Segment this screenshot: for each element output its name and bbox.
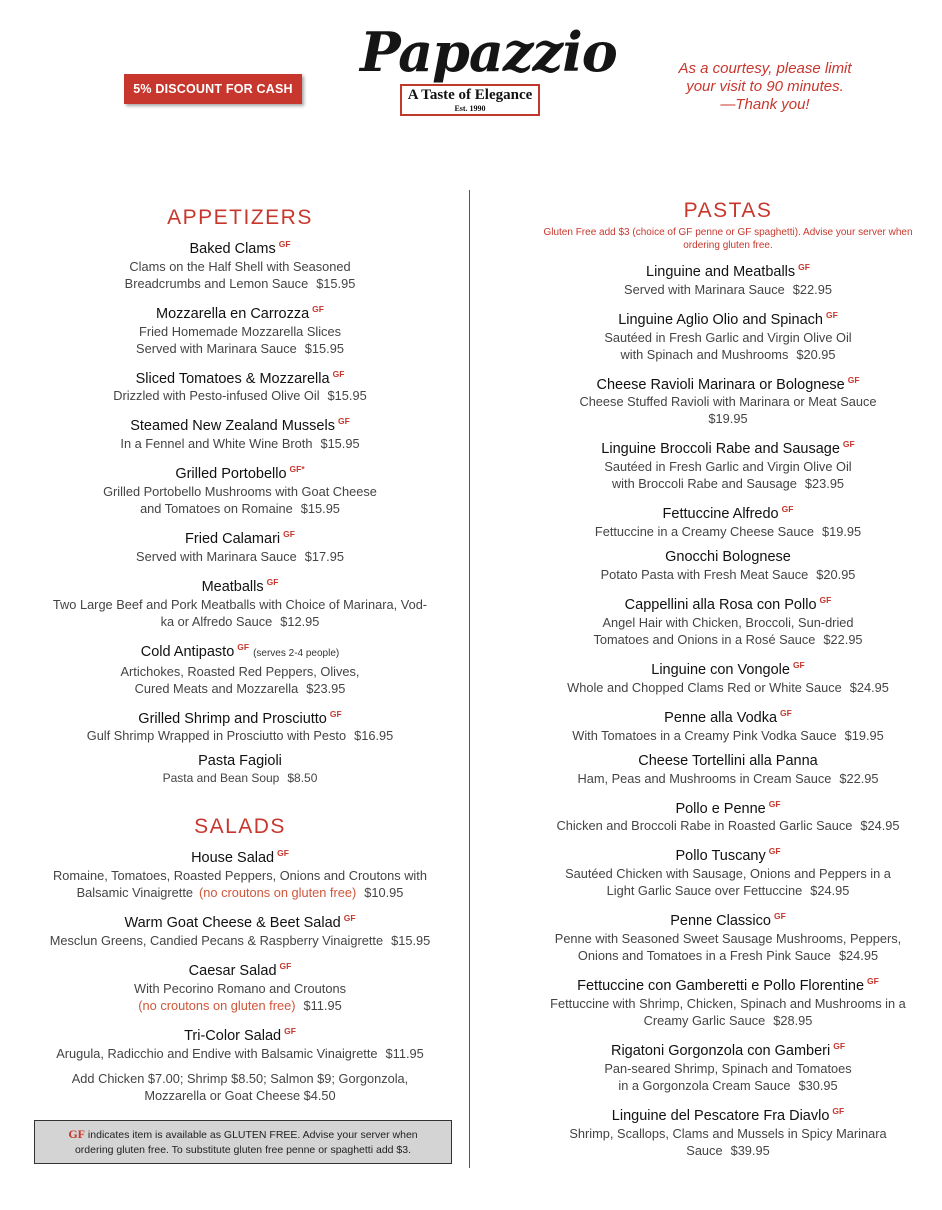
serves-note: (serves 2-4 people) (253, 647, 340, 659)
menu-item-name-row (528, 371, 928, 394)
menu-item-name: Pollo e Penne (675, 800, 766, 817)
description-text: Cured Meats and Mozzarella (134, 680, 299, 696)
menu-item-description (30, 323, 450, 340)
menu-item-price: $24.95 (838, 948, 879, 964)
gluten-free-badge: GF (277, 848, 289, 859)
menu-item-price: $39.95 (730, 1142, 770, 1158)
tagline: A Taste of Elegance (407, 87, 533, 103)
menu-item-name: Baked Clams (189, 240, 276, 257)
description-text: Grilled Portobello Mushrooms with Goat Cheese (103, 484, 377, 500)
description-text: and Tomatoes on Romaine (140, 501, 293, 517)
description-text: Sautéed in Fresh Garlic and Virgin Olive Oil (604, 329, 852, 345)
gluten-free-badge: GF (832, 1105, 845, 1116)
gluten-free-badge: GF (798, 262, 810, 272)
appetizers-title: APPETIZERS (167, 206, 313, 229)
menu-item (30, 235, 450, 292)
menu-item (528, 591, 928, 648)
menu-item (528, 435, 928, 492)
gluten-free-badge: GF* (289, 464, 305, 475)
menu-item-description (528, 727, 928, 744)
description-text: Cheese Stuffed Ravioli with Marinara or Meat Sauce (579, 394, 877, 410)
gluten-free-note (34, 1120, 452, 1164)
menu-item-description (528, 930, 928, 947)
menu-item-description (30, 387, 450, 404)
menu-item-name: Caesar Salad (188, 962, 277, 979)
menu-item-price: $19.95 (844, 727, 884, 743)
menu-item (528, 656, 928, 696)
menu-item-price: $15.95 (316, 275, 356, 291)
menu-item-description (30, 596, 450, 613)
menu-item-name: Cheese Ravioli Marinara or Bolognese (596, 376, 845, 393)
menu-item (528, 548, 928, 583)
menu-item-name-row (30, 705, 450, 728)
menu-item (528, 907, 928, 964)
menu-item (30, 909, 450, 949)
menu-item-name-row (30, 573, 450, 596)
menu-item-description (528, 995, 928, 1012)
menu-item (528, 752, 928, 787)
salad-addons (30, 1070, 450, 1104)
description-text: Ham, Peas and Mushrooms in Cream Sauce (577, 770, 832, 786)
menu-item-price: $11.95 (385, 1045, 424, 1061)
gluten-free-badge: GF (266, 576, 279, 587)
menu-item-price: $15.95 (320, 436, 360, 452)
menu-item-description (528, 770, 928, 787)
menu-item (528, 371, 928, 428)
menu-item-name: Cold Antipasto (140, 643, 235, 660)
description-text: Sauce (686, 1142, 723, 1158)
tagline-box (400, 84, 541, 116)
menu-item-name-row (528, 1037, 928, 1060)
menu-item-description (30, 980, 450, 997)
menu-item-price: $8.50 (287, 771, 318, 786)
gluten-free-badge: GF (768, 798, 781, 809)
description-text: Angel Hair with Chicken, Broccoli, Sun-dried (602, 614, 854, 630)
menu-item-name-row (528, 656, 928, 679)
menu-item-name-row (528, 752, 928, 770)
menu-item-name-row (528, 907, 928, 930)
menu-item-name-row (528, 704, 928, 727)
menu-item-name: Tri-Color Salad (184, 1027, 282, 1044)
menu-item-price: $24.95 (810, 883, 850, 899)
menu-item-name-row (528, 972, 928, 995)
menu-item-description (30, 275, 450, 292)
menu-item-description (528, 329, 928, 346)
menu-item-name: Cappellini alla Rosa con Pollo (624, 596, 817, 613)
menu-item-price: $28.95 (773, 1012, 813, 1028)
description-text: ka or Alfredo Sauce (160, 613, 273, 629)
menu-item-name: Linguine and Meatballs (646, 263, 796, 280)
menu-item-description (30, 727, 450, 744)
description-text: Whole and Chopped Clams Red or White Sauce (567, 679, 842, 695)
description-text: Artichokes, Roasted Red Peppers, Olives, (120, 663, 360, 679)
menu-item-price: $16.95 (354, 728, 394, 744)
gluten-free-badge: GF (237, 641, 250, 652)
right-column (528, 197, 928, 1167)
menu-item-description (30, 680, 450, 697)
salads-list (30, 844, 450, 1061)
logo-wordmark: Papazzio (360, 20, 617, 84)
menu-item-name-row (30, 365, 450, 388)
menu-item-name-row (528, 500, 928, 523)
menu-item (528, 795, 928, 835)
menu-item-name: Sliced Tomatoes & Mozzarella (135, 370, 330, 387)
menu-item-name: House Salad (191, 850, 275, 867)
gluten-free-badge: GF (780, 707, 792, 718)
menu-item-description (30, 548, 450, 565)
menu-item-price: $15.95 (304, 340, 344, 356)
pastas-gluten-free-note: Gluten Free add $3 (choice of GF penne or GF spaghetti). Advise your server when ordering gluten free. (543, 227, 913, 251)
menu-item-description (528, 614, 928, 631)
courtesy-line: —Thank you! (720, 96, 810, 113)
gluten-free-badge: GF (847, 374, 860, 385)
menu-item-description (528, 1125, 928, 1142)
description-text: Fettuccine with Shrimp, Chicken, Spinach and Mushrooms in a (550, 995, 906, 1011)
menu-item-name: Fettuccine Alfredo (662, 506, 779, 523)
gluten-free-badge: GF (332, 368, 345, 379)
menu-item-name: Penne Classico (670, 913, 771, 930)
menu-item-description (528, 1012, 928, 1029)
menu-item-description (30, 340, 450, 357)
established-year: Est. 1990 (454, 104, 486, 113)
menu-item-name-row (528, 1102, 928, 1125)
menu-item-name-row (30, 957, 450, 980)
menu-item-description (528, 523, 928, 540)
menu-item (528, 704, 928, 744)
menu-item-name-row (528, 306, 928, 329)
gluten-free-badge: GF (867, 976, 879, 987)
menu-item-name-row (30, 909, 450, 932)
courtesy-note (640, 60, 890, 114)
menu-item-name: Linguine del Pescatore Fra Diavlo (611, 1107, 830, 1124)
description-text: Light Garlic Sauce over Fettuccine (606, 883, 803, 899)
menu-item-description (528, 281, 928, 298)
description-text: Gulf Shrimp Wrapped in Prosciutto with Pesto (86, 728, 347, 744)
menu-item-name: Grilled Shrimp and Prosciutto (138, 710, 327, 727)
menu-item-price: $30.95 (798, 1077, 838, 1093)
gluten-free-badge: GF (781, 504, 794, 515)
menu-item (30, 1022, 450, 1062)
menu-item-name-row (528, 435, 928, 458)
gluten-free-badge: GF (278, 239, 291, 249)
gluten-free-badge: GF (279, 961, 292, 972)
description-text: Arugula, Radicchio and Endive with Balsamic Vinaigrette (56, 1045, 378, 1061)
menu-item-name-row (528, 795, 928, 818)
menu-item-price: $22.95 (839, 770, 879, 786)
menu-item (30, 573, 450, 630)
menu-item-price: $10.95 (364, 885, 404, 901)
appetizers-list (30, 235, 450, 787)
description-text: Sautéed Chicken with Sausage, Onions and Peppers in a (565, 866, 891, 882)
gluten-free-badge: GF (312, 303, 324, 314)
menu-item-name-row (30, 412, 450, 435)
menu-item-price: $20.95 (816, 567, 856, 583)
menu-item-name: Fettuccine con Gamberetti e Pollo Florentine (577, 977, 865, 994)
menu-item-name: Steamed New Zealand Mussels (130, 418, 335, 435)
description-text: Served with Marinara Sauce (136, 548, 297, 564)
menu-item (528, 1037, 928, 1094)
gf-label: GF (68, 1127, 86, 1141)
gf-note-line: ordering gluten free. To substitute gluten free penne or spaghetti add $3. (74, 1144, 412, 1156)
menu-item-name: Pollo Tuscany (675, 848, 766, 865)
menu-item-price: $23.95 (804, 476, 845, 492)
gluten-free-note-inline: (no croutons on gluten free) (199, 885, 357, 901)
menu-item-description (528, 679, 928, 696)
menu-item-price: $17.95 (304, 548, 344, 564)
menu-item (528, 306, 928, 363)
menu-item-name-row (30, 752, 450, 770)
salads-title: SALADS (194, 815, 286, 839)
menu-item-name: Fried Calamari (185, 530, 281, 547)
description-text: Breadcrumbs and Lemon Sauce (124, 275, 309, 291)
menu-item-description (528, 346, 928, 363)
description-text: Balsamic Vinaigrette (76, 885, 194, 901)
menu-item-description (528, 865, 928, 882)
menu-item-description (528, 475, 928, 492)
gluten-free-badge: GF (343, 913, 356, 924)
menu-item-description (528, 458, 928, 475)
gluten-free-badge: GF (825, 309, 838, 320)
description-text: Sautéed in Fresh Garlic and Virgin Olive Oil (604, 459, 852, 475)
description-text: Pasta and Bean Soup (162, 771, 280, 786)
addons-line: Mozzarella or Goat Cheese $4.50 (144, 1087, 336, 1103)
menu-item (528, 500, 928, 540)
description-text: Fried Homemade Mozzarella Slices (139, 323, 341, 339)
menu-item-description (30, 932, 450, 949)
description-text: Shrimp, Scallops, Clams and Mussels in Spicy Marinara (569, 1125, 887, 1141)
gluten-free-badge: GF (284, 1025, 296, 1036)
description-text: Clams on the Half Shell with Seasoned (129, 258, 351, 274)
menu-item-description (30, 500, 450, 517)
menu-item (528, 842, 928, 899)
left-column (30, 204, 450, 1104)
pastas-title: PASTAS (683, 199, 773, 222)
description-text: with Spinach and Mushrooms (620, 346, 789, 362)
gluten-free-badge: GF (773, 911, 786, 922)
menu-item-name: Linguine Aglio Olio and Spinach (618, 311, 823, 328)
menu-item-description (528, 631, 928, 648)
menu-item-name-row (30, 1022, 450, 1045)
addons-line: Add Chicken $7.00; Shrimp $8.50; Salmon $9; Gorgonzola, (71, 1070, 409, 1086)
menu-item-description (528, 1142, 928, 1159)
menu-item-name: Gnocchi Bolognese (665, 549, 791, 566)
menu-item-price: $11.95 (303, 997, 342, 1013)
menu-item-price: $12.95 (280, 613, 320, 629)
gluten-free-badge: GF (329, 708, 342, 719)
menu-item-price: $24.95 (860, 818, 900, 834)
menu-item-price: $20.95 (796, 346, 836, 362)
column-divider (469, 190, 470, 1168)
description-text: In a Fennel and White Wine Broth (120, 436, 313, 452)
gluten-free-badge: GF (283, 529, 295, 540)
gluten-free-badge: GF (768, 846, 781, 857)
description-text: With Pecorino Romano and Croutons (134, 980, 346, 996)
menu-item-name: Linguine con Vongole (651, 661, 790, 678)
description-text: Tomatoes and Onions in a Rosé Sauce (593, 631, 816, 647)
menu-item-name-row (30, 525, 450, 548)
menu-item-name: Pasta Fagioli (198, 753, 282, 770)
description-text: Pan-seared Shrimp, Spinach and Tomatoes (604, 1060, 852, 1076)
description-text: Romaine, Tomatoes, Roasted Peppers, Onions and Croutons with (53, 868, 427, 884)
menu-item-name: Linguine Broccoli Rabe and Sausage (601, 441, 840, 458)
menu-item-price: $19.95 (821, 524, 862, 540)
menu-item-description (30, 258, 450, 275)
menu-item-price: $15.95 (391, 933, 431, 949)
menu-item-price: $22.95 (792, 281, 832, 297)
menu-item-price: $15.95 (300, 501, 340, 517)
menu-item-description (30, 997, 450, 1014)
pastas-list (528, 258, 928, 1159)
menu-item-description (30, 1045, 450, 1062)
menu-item-name-row (528, 258, 928, 281)
menu-item-name: Grilled Portobello (175, 466, 287, 483)
menu-item-description (528, 947, 928, 964)
description-text: With Tomatoes in a Creamy Pink Vodka Sauce (572, 727, 837, 743)
gluten-free-badge: GF (337, 416, 350, 427)
menu-item (30, 365, 450, 405)
menu-item (30, 525, 450, 565)
menu-item-name-row (30, 844, 450, 867)
menu-item-description (528, 393, 928, 410)
menu-item-description (528, 566, 928, 583)
menu-item (30, 412, 450, 452)
menu-item (30, 638, 450, 697)
description-text: Chicken and Broccoli Rabe in Roasted Garlic Sauce (556, 818, 853, 834)
description-text: Served with Marinara Sauce (624, 281, 785, 297)
menu-item-name-row (30, 460, 450, 483)
menu-item-description (528, 817, 928, 834)
courtesy-line: As a courtesy, please limit (678, 60, 852, 77)
description-text: Mesclun Greens, Candied Pecans & Raspberry Vinaigrette (49, 933, 384, 949)
description-text: Potato Pasta with Fresh Meat Sauce (600, 567, 809, 583)
description-text: Onions and Tomatoes in a Fresh Pink Sauce (577, 948, 831, 964)
menu-item-price: $22.95 (823, 631, 863, 647)
gf-note-text: indicates item is available as GLUTEN FREE. Advise your server when (85, 1129, 418, 1141)
gf-note-line (35, 1127, 451, 1143)
menu-item (528, 1102, 928, 1159)
gluten-free-badge: GF (833, 1040, 846, 1051)
cash-discount-badge: 5% DISCOUNT FOR CASH (124, 74, 302, 104)
menu-item-name: Cheese Tortellini alla Panna (638, 752, 818, 769)
menu-item-price: $24.95 (849, 679, 889, 695)
description-text: in a Gorgonzola Cream Sauce (618, 1077, 791, 1093)
menu-item (528, 258, 928, 298)
gluten-free-badge: GF (842, 439, 855, 450)
menu-item-name-row (30, 235, 450, 258)
description-text: Creamy Garlic Sauce (643, 1012, 766, 1028)
menu-item-name-row (30, 300, 450, 323)
menu-item-name: Rigatoni Gorgonzola con Gamberi (610, 1042, 831, 1059)
gluten-free-badge: GF (792, 659, 805, 670)
menu-item (30, 957, 450, 1014)
menu-item-name-row (528, 591, 928, 614)
description-text: with Broccoli Rabe and Sausage (611, 476, 797, 492)
restaurant-logo (360, 20, 617, 116)
menu-item-description (30, 770, 450, 787)
menu-item-name-row (528, 548, 928, 566)
menu-item-description (528, 882, 928, 899)
menu-item-description (30, 435, 450, 452)
menu-item-name: Penne alla Vodka (664, 709, 778, 726)
menu-item-name: Mozzarella en Carrozza (156, 305, 310, 322)
menu-item (30, 300, 450, 357)
menu-item-name: Meatballs (201, 578, 264, 595)
menu-item (528, 972, 928, 1029)
menu-item-description (528, 1077, 928, 1094)
gluten-free-badge: GF (819, 595, 832, 606)
menu-item-description (30, 884, 450, 901)
menu-item-description (30, 867, 450, 884)
menu-item-price: $19.95 (708, 411, 748, 427)
menu-item-description (528, 1060, 928, 1077)
description-text: Fettuccine in a Creamy Cheese Sauce (594, 524, 814, 540)
menu-item-price: $23.95 (306, 680, 346, 696)
gluten-free-note-inline: (no croutons on gluten free) (138, 997, 296, 1013)
menu-item (30, 844, 450, 901)
menu-item-name-row (528, 842, 928, 865)
menu-item-description (30, 663, 450, 680)
menu-item-description (30, 483, 450, 500)
description-text: Two Large Beef and Pork Meatballs with Choice of Marinara, Vod- (52, 596, 428, 612)
menu-item-name: Warm Goat Cheese & Beet Salad (124, 915, 341, 932)
menu-item (30, 752, 450, 787)
menu-item (30, 705, 450, 745)
menu-item-price: $15.95 (327, 388, 367, 404)
description-text: Drizzled with Pesto-infused Olive Oil (113, 388, 320, 404)
courtesy-line: your visit to 90 minutes. (686, 78, 844, 95)
menu-item-description (30, 613, 450, 630)
menu-item-name-row (30, 638, 450, 663)
menu-item (30, 460, 450, 517)
description-text: Penne with Seasoned Sweet Sausage Mushrooms, Peppers, (554, 931, 902, 947)
description-text: Served with Marinara Sauce (136, 340, 297, 356)
